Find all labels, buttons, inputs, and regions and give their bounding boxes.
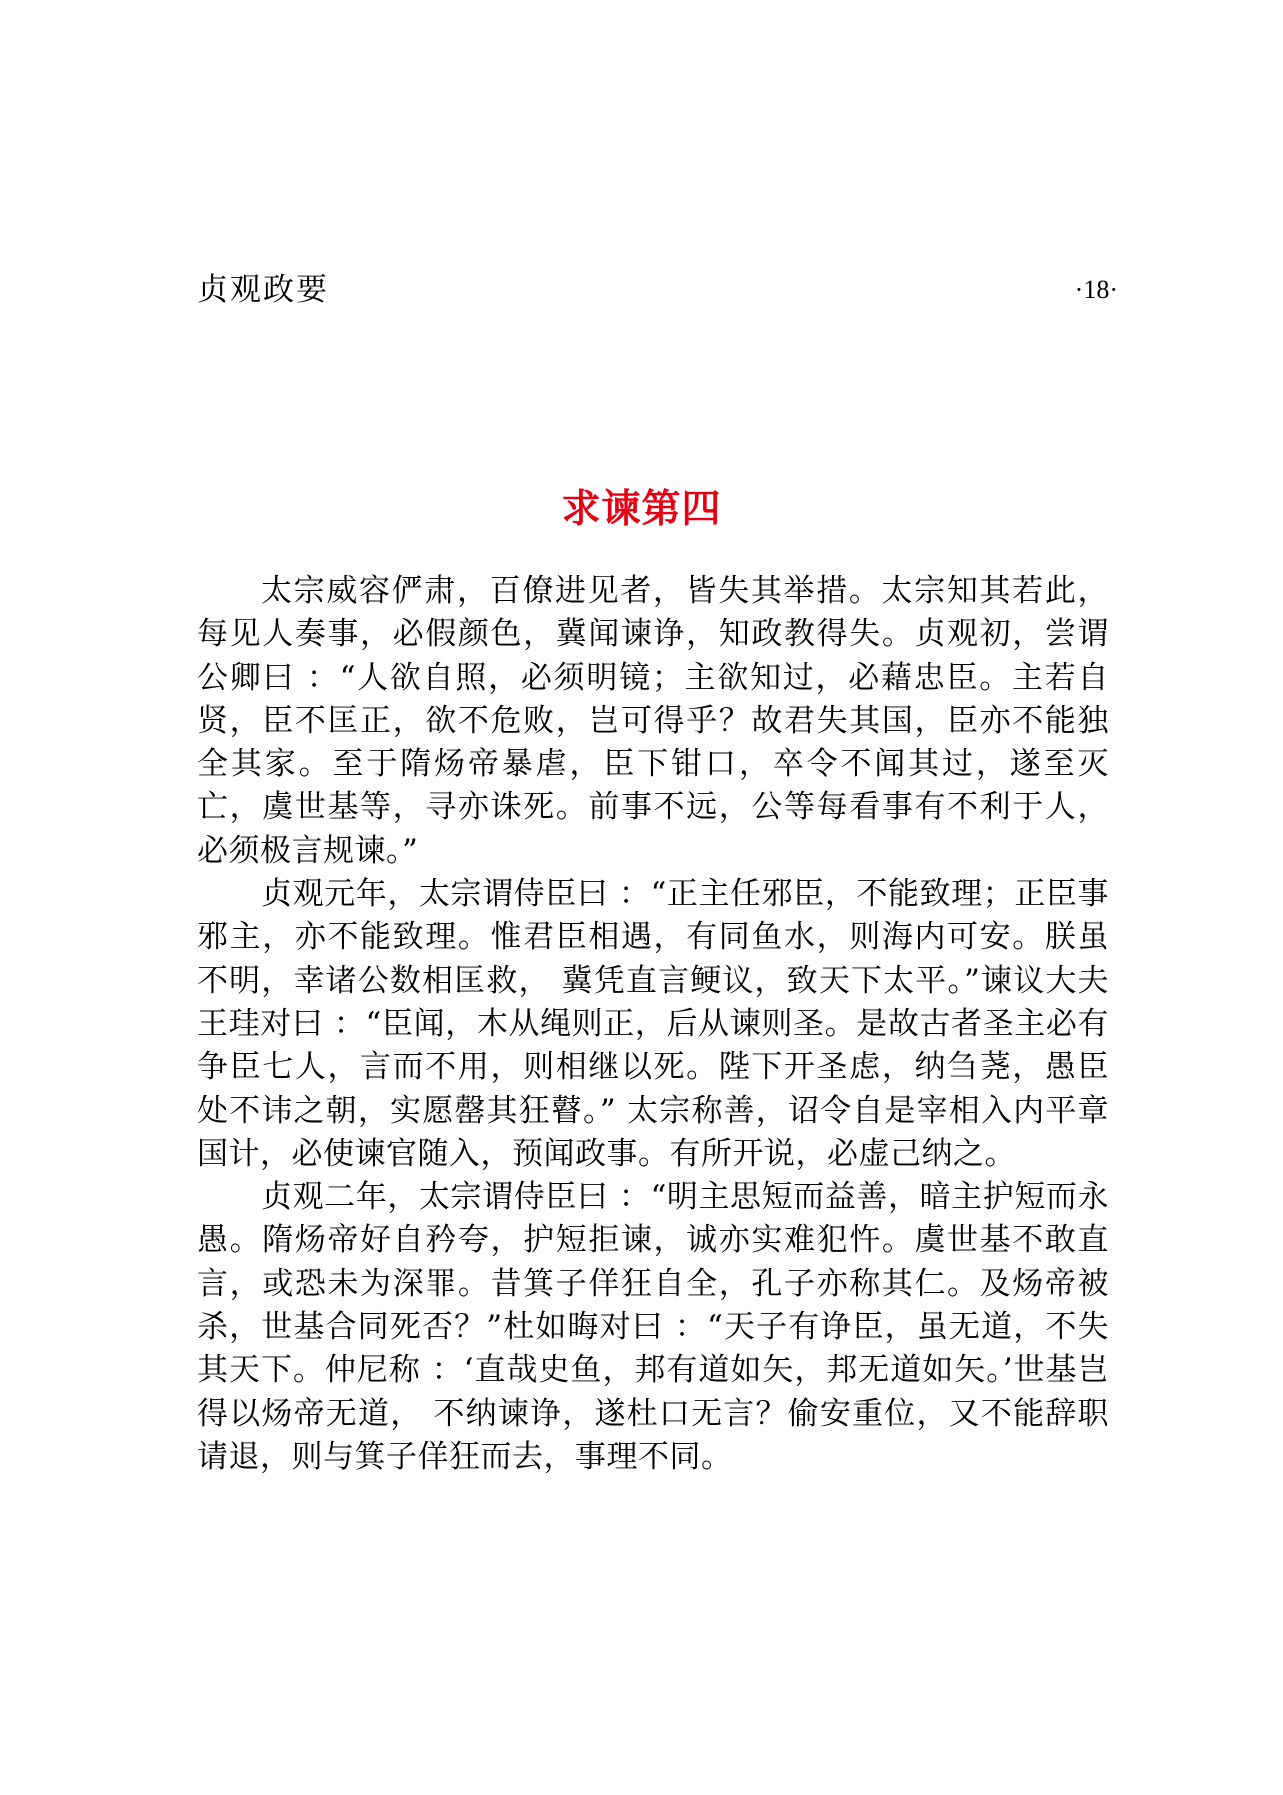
book-title: 贞观政要 xyxy=(197,272,329,308)
running-header xyxy=(197,270,1118,310)
paragraph-1: 太宗威容俨肃，百僚进见者，皆失其举措。太宗知其若此，每见人奏事，必假颜色，冀闻谏诤，知政教得失。贞观初，尝谓公卿曰 ：“人欲自照，必须明镜；主欲知过，必藉忠臣。主若自贤，臣不匡正，欲不危败，岂可得乎？故君失其国，臣亦不能独全其家。至于隋炀帝暴虐，臣下钳口，卒令不闻其过，遂至灭亡，虞世基等，寻亦诛死。前事不远，公等每看事有不利于人，必须极言规谏。” xyxy=(197,573,1109,869)
paragraph-3: 贞观二年，太宗谓侍臣曰 ：“明主思短而益善，暗主护短而永愚。隋炀帝好自矜夸，护短拒谏，诚亦实难犯忤。虞世基不敢直言，或恐未为深罪。昔箕子佯狂自全，孔子亦称其仁。及炀帝被杀，世基合同死否？”杜如晦对曰 ：“天子有诤臣，虽无道，不失其天下。仲尼称 ：‘直哉史鱼，邦有道如矢，邦无道如矢。’世基岂得以炀帝无道， 不纳谏诤，遂杜口无言？偷安重位，又不能辞职请退，则与箕子佯狂而去，事理不同。 xyxy=(197,1179,1109,1475)
chapter-title: 求谏第四 xyxy=(561,487,722,533)
body-text xyxy=(197,570,1109,1479)
page-number: ·18· xyxy=(1074,275,1118,304)
paragraph-2: 贞观元年，太宗谓侍臣曰 ：“正主任邪臣，不能致理；正臣事邪主，亦不能致理。惟君臣相遇，有同鱼水，则海内可安。朕虽不明，幸诸公数相匡救， 冀凭直言鲠议，致天下太平。”谏议大夫王珪对曰 ：“臣闻，木从绳则正，后从谏则圣。是故古者圣主必有争臣七人，言而不用，则相继以死。陛下开圣虑，纳刍荛，愚臣处不讳之朝，实愿罄其狂瞽。” 太宗称善，诏令自是宰相入内平章国计，必使谏官随入，预闻政事。有所开说，必虚己纳之。 xyxy=(197,876,1109,1172)
